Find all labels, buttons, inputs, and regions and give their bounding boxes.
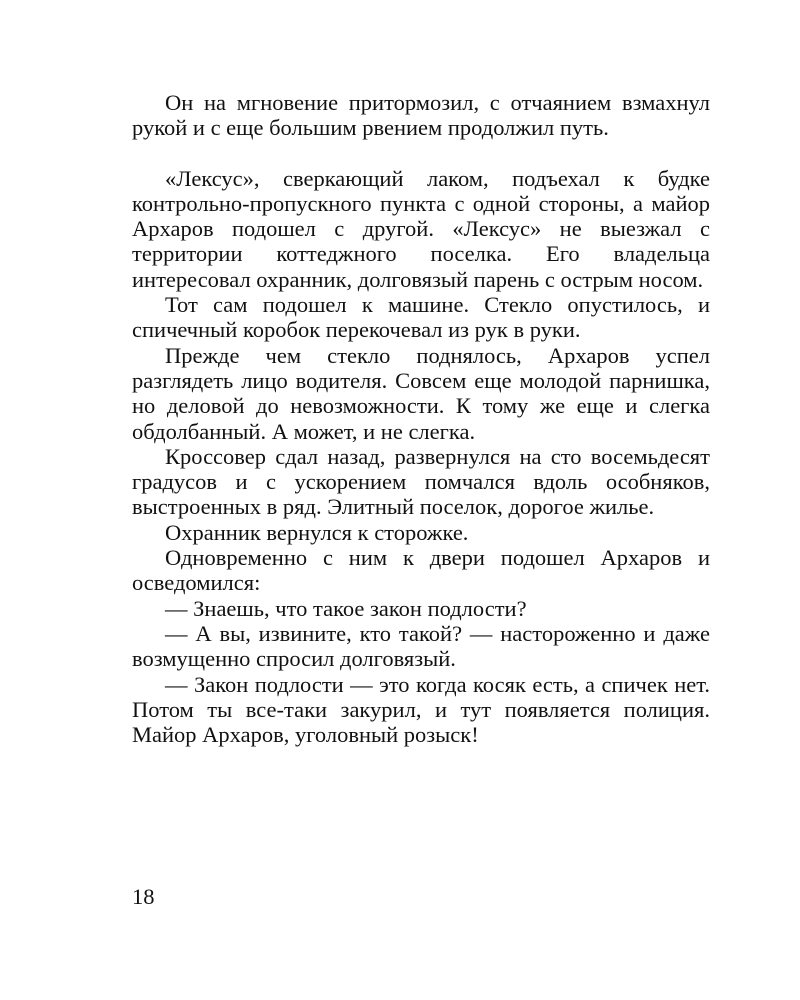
dialogue-line: — А вы, извините, кто такой? — настороженно и даже возмущенно спросил долговязый. [132, 620, 710, 672]
paragraph: Охранник вернулся к сторожке. [165, 519, 469, 545]
dialogue-line: — Закон подлости — это когда косяк есть, а спичек нет. Потом ты все-таки закурил, и тут появляется полиция. Майор Архаров, уголовный розыск! [132, 671, 710, 748]
page-body [132, 90, 710, 747]
paragraph: Одновременно с ним к двери подошел Архаров и осведомился: [132, 545, 710, 596]
page-number: 18 [132, 884, 155, 909]
paragraph: Он на мгновение притормозил, с отчаянием взмахнул рукой и с еще большим рвением продолжил путь. [132, 90, 710, 141]
paragraph: Кроссовер сдал назад, развернулся на сто восемьдесят градусов и с ускорением помчался вдоль особняков, выстроенных в ряд. Элитный поселок, дорогое жилье. [132, 443, 710, 520]
dialogue-line: — Знаешь, что такое закон подлости? [165, 595, 527, 621]
paragraph: Тот сам подошел к машине. Стекло опустилось, и спичечный коробок перекочевал из рук в руки. [132, 292, 710, 343]
paragraph: «Лексус», сверкающий лаком, подъехал к будке контрольно-пропускного пункта с одной стороны, а майор Архаров подошел с другой. «Лексус» не выезжал с территории коттеджного поселка. Его владельца интересовал охранник, долговязый парень с острым носом. [132, 165, 710, 292]
paragraph: Прежде чем стекло поднялось, Архаров успел разглядеть лицо водителя. Совсем еще молодой парнишка, но деловой до невозможности. К тому же еще и слегка обдолбанный. А может, и не слегка. [132, 342, 710, 444]
